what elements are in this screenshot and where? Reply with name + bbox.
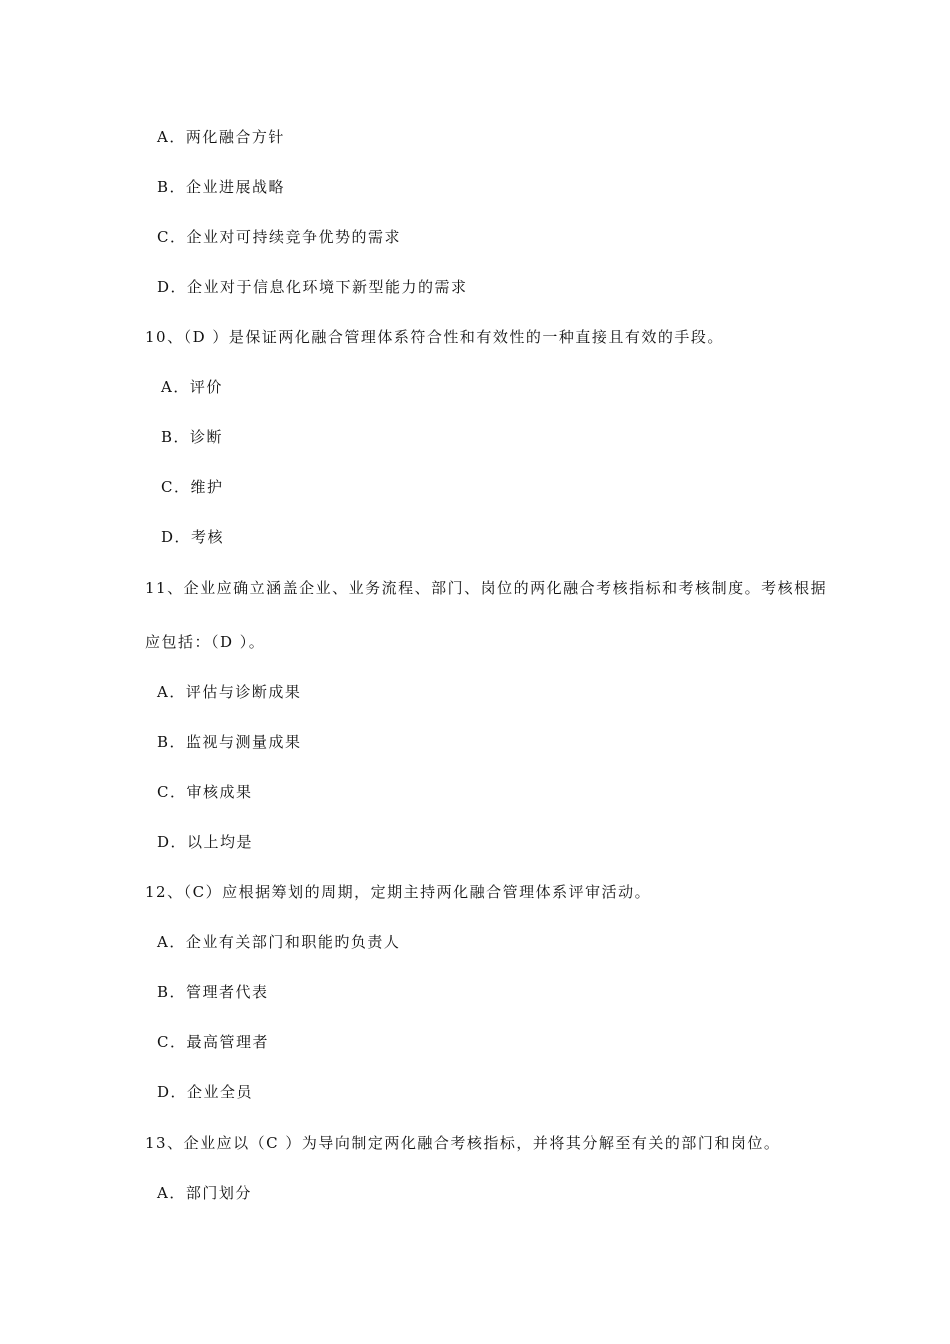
q10-option-b: B．诊断 — [161, 428, 224, 446]
q11-option-c: C．审核成果 — [157, 783, 253, 801]
q9-option-a: A．两化融合方针 — [157, 128, 285, 146]
q12-option-a: A．企业有关部门和职能旳负责人 — [157, 933, 401, 951]
q11-option-d: D．以上均是 — [157, 833, 254, 851]
q10-stem: 10、（D ）是保证两化融合管理体系符合性和有效性的一种直接且有效的手段。 — [145, 328, 724, 346]
q12-stem: 12、（C）应根据筹划的周期，定期主持两化融合管理体系评审活动。 — [145, 883, 652, 901]
q11-option-b: B．监视与测量成果 — [157, 733, 302, 751]
q10-option-d: D．考核 — [161, 528, 225, 546]
q10-option-c: C．维护 — [161, 478, 224, 496]
q13-stem: 13、企业应以（C ）为导向制定两化融合考核指标，并将其分解至有关的部门和岗位。 — [145, 1134, 781, 1152]
q11-option-a: A．评估与诊断成果 — [157, 683, 302, 701]
q12-option-b: B．管理者代表 — [157, 983, 269, 1001]
q12-option-d: D．企业全员 — [157, 1083, 254, 1101]
q13-option-a: A．部门划分 — [157, 1184, 252, 1202]
q10-option-a: A．评价 — [161, 378, 223, 396]
q11-stem-line1: 11、企业应确立涵盖企业、业务流程、部门、岗位的两化融合考核指标和考核制度。考核根据 — [145, 579, 828, 597]
q12-option-c: C．最高管理者 — [157, 1033, 269, 1051]
q11-stem-line2: 应包括：（D ）。 — [145, 633, 266, 651]
q9-option-d: D．企业对于信息化环境下新型能力的需求 — [157, 278, 468, 296]
q9-option-c: C．企业对可持续竞争优势的需求 — [157, 228, 401, 246]
q9-option-b: B．企业进展战略 — [157, 178, 286, 196]
